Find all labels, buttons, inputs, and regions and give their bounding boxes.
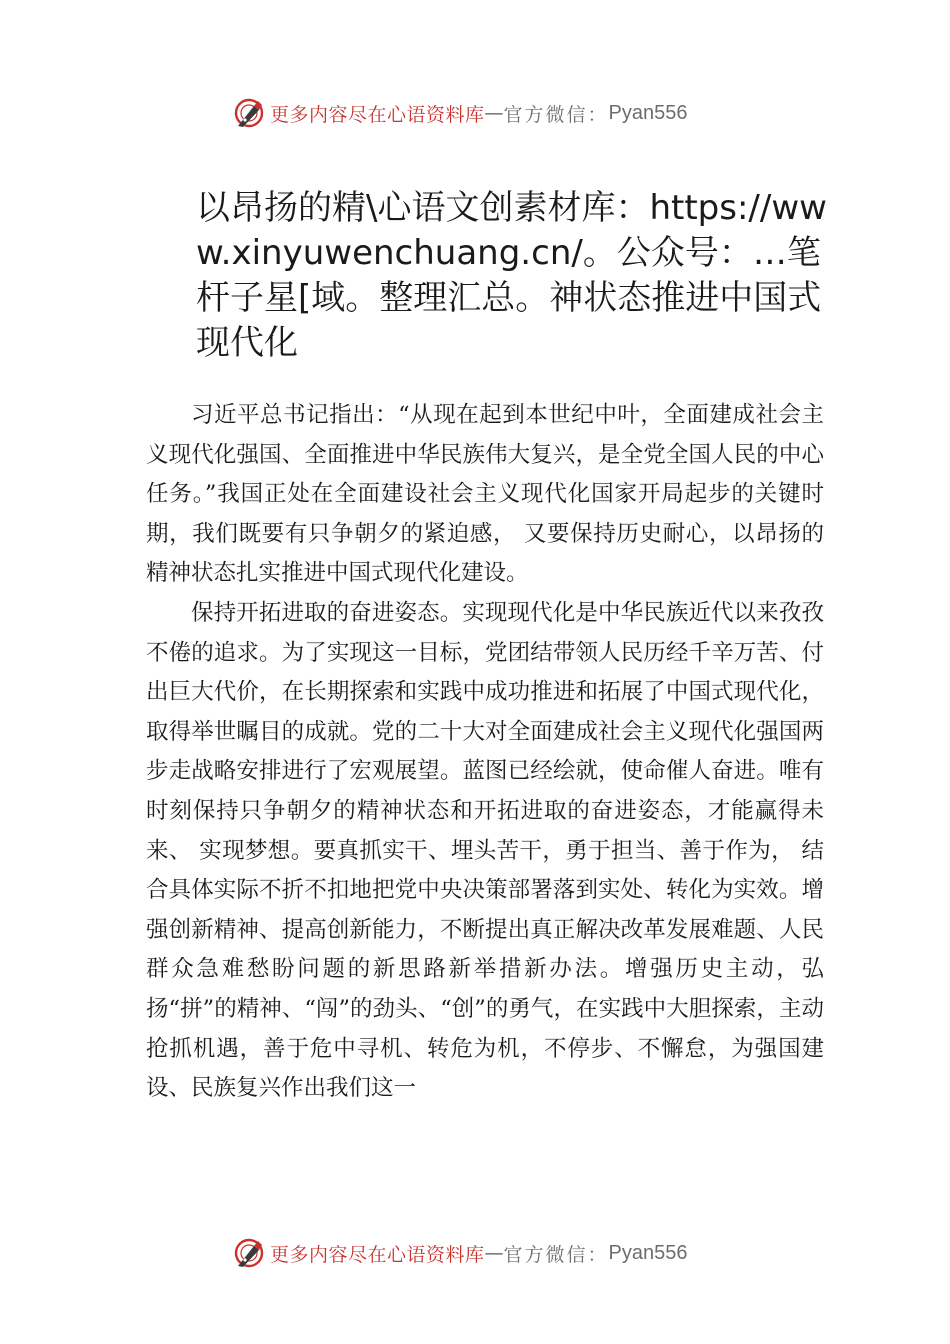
wechat-id: Pyan556: [608, 1241, 688, 1264]
promo-text: 更多内容尽在心语资料库: [270, 103, 485, 126]
wechat-id: Pyan556: [608, 101, 688, 124]
document-body: [146, 396, 824, 1109]
promo-text: 更多内容尽在心语资料库: [270, 1243, 485, 1266]
banner-separator: —: [484, 1242, 504, 1264]
footer-banner: [232, 1236, 752, 1270]
wechat-label: 官方微信：: [503, 1243, 609, 1266]
wechat-label: 官方微信：: [503, 103, 609, 126]
banner-separator: —: [484, 102, 504, 124]
pen-nib-logo-icon: [232, 1236, 266, 1270]
document-title: 以昂扬的精\心语文创素材库：https://www.xinyuwenchuang.cn/。公众号：…笔杆子星[域。整理汇总。神状态推进中国式现代化: [196, 188, 827, 363]
pen-nib-logo-icon: [232, 96, 266, 130]
paragraph-1: 习近平总书记指出：“从现在起到本世纪中叶，全面建成社会主义现代化强国、全面推进中华民族伟大复兴，是全党全国人民的中心任务。”我国正处在全面建设社会主义现代化国家开局起步的关键时期，我们既要有只争朝夕的紧迫感， 又要保持历史耐心，以昂扬的精神状态扎实推进中国式现代化建设。: [146, 402, 824, 587]
header-banner: [232, 96, 752, 130]
paragraph-2: 保持开拓进取的奋进姿态。实现现代化是中华民族近代以来孜孜不倦的追求。为了实现这一目标，党团结带领人民历经千辛万苦、付出巨大代价，在长期探索和实践中成功推进和拓展了中国式现代化，取得举世瞩目的成就。党的二十大对全面建成社会主义现代化强国两步走战略安排进行了宏观展望。蓝图已经绘就，使命催人奋进。唯有时刻保持只争朝夕的精神状态和开拓进取的奋进姿态，才能赢得未来、 实现梦想。要真抓实干、埋头苦干，勇于担当、善于作为， 结合具体实际不折不扣地把党中央决策部署落到实处、转化为实效。增强创新精神、提高创新能力，不断提出真正解决改革发展难题、人民群众急难愁盼问题的新思路新举措新办法。增强历史主动，弘扬“拼”的精神、“闯”的劲头、“创”的勇气，在实践中大胆探索，主动抢抓机遇，善于危中寻机、转危为机，不停步、不懈怠，为强国建设、民族复兴作出我们这一: [146, 599, 824, 1102]
